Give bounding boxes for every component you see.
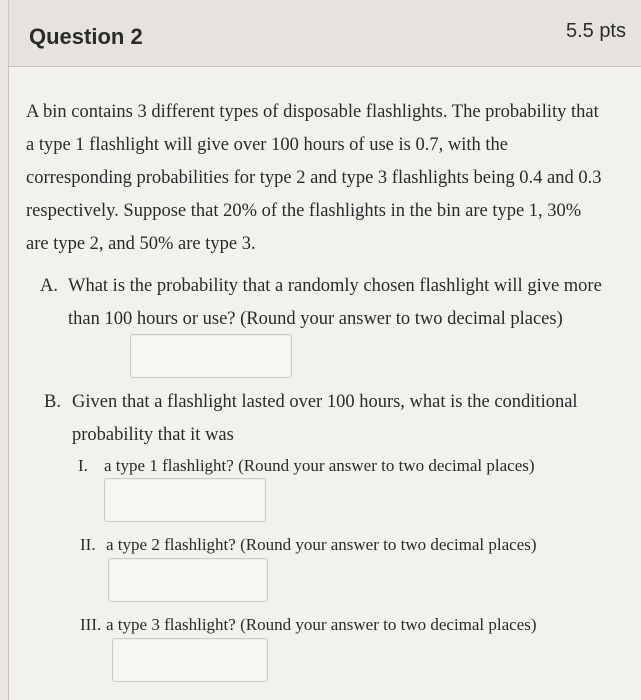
question-points: 5.5 pts — [565, 20, 626, 42]
sub-1-text: a type 1 flashlight? (Round your answer to two decimal places) — [104, 456, 535, 475]
question-header — [9, 0, 641, 67]
sub-3-text: a type 3 flashlight? (Round your answer to two decimal places) — [106, 615, 537, 634]
sub-3-number: III. — [80, 615, 102, 634]
part-b-text: Given that a flashlight lasted over 100 hours, what is the conditional probability that it was — [72, 392, 578, 445]
part-a-letter: A. — [40, 276, 58, 296]
part-b-sub-3 — [80, 608, 537, 641]
sub-3-answer-input[interactable] — [112, 638, 268, 682]
question-stem: A bin contains 3 different types of disposable flashlights. The probability that a type 1 flashlight will give over 100 hours of use is 0.7, with the corresponding probabilities for type 2 and type 3 flashlights being 0.4 and 0.3 respectively. Suppose that 20% of the flashlights in the bin are type 1, 30% are type 2, and 50% are type 3. — [26, 102, 602, 254]
part-b-letter: B. — [44, 392, 61, 412]
sub-1-number: I. — [78, 456, 88, 475]
part-a-answer-input[interactable] — [130, 334, 292, 378]
sub-2-text: a type 2 flashlight? (Round your answer to two decimal places) — [106, 535, 537, 554]
sub-2-number: II. — [80, 535, 96, 554]
sub-2-answer-input[interactable] — [108, 558, 268, 602]
sub-1-answer-input[interactable] — [104, 478, 266, 522]
question-title: Question 2 — [29, 24, 143, 49]
part-b-sub-2 — [80, 528, 537, 561]
part-a-text: What is the probability that a randomly chosen flashlight will give more than 100 hours or use? (Round your answer to two decimal places) — [68, 276, 602, 329]
